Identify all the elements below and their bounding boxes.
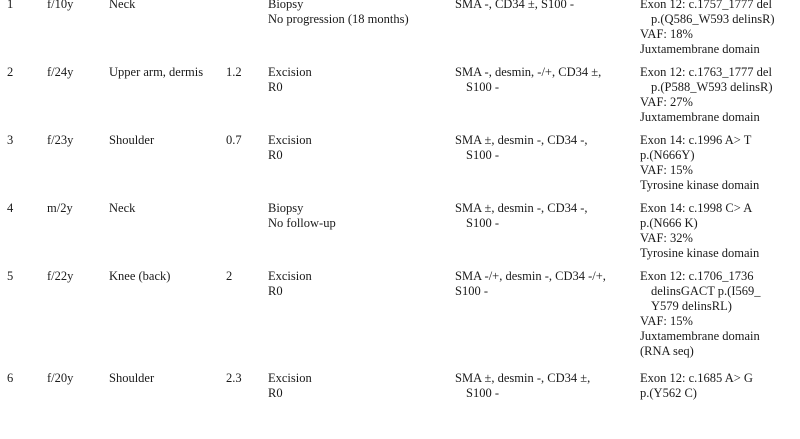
- mutation-line: Exon 12: c.1763_1777 del: [640, 65, 772, 79]
- ihc-line: SMA ±, desmin -, CD34 -,: [455, 133, 588, 147]
- mutation-line: VAF: 18%: [640, 27, 693, 41]
- ihc-line: S100 -: [466, 216, 499, 230]
- mutation-line: Exon 14: c.1996 A> T: [640, 133, 752, 147]
- mutation-line: Juxtamembrane domain: [640, 42, 760, 56]
- mutation-line: Tyrosine kinase domain: [640, 246, 760, 260]
- ihc-line: SMA -/+, desmin -, CD34 -/+,: [455, 269, 606, 283]
- immunohistochemistry: [455, 0, 574, 12]
- mutation-line: Juxtamembrane domain: [640, 110, 760, 124]
- immunohistochemistry: [455, 201, 588, 231]
- ihc-line: SMA ±, desmin -, CD34 ±,: [455, 371, 591, 385]
- mutation-line: p.(Q586_W593 delinsR): [651, 12, 775, 26]
- ihc-line: SMA -, desmin, -/+, CD34 ±,: [455, 65, 602, 79]
- immunohistochemistry: [455, 65, 601, 95]
- treatment-line: No progression (18 months): [268, 12, 409, 26]
- table-row: [0, 201, 800, 269]
- ihc-line: SMA ±, desmin -, CD34 -,: [455, 201, 588, 215]
- table-row: [0, 65, 800, 133]
- case-number: 3: [7, 133, 14, 147]
- sex-age: f/24y: [47, 65, 74, 79]
- case-number: 6: [7, 371, 14, 385]
- treatment-line: Excision: [268, 371, 312, 385]
- treatment-line: R0: [268, 148, 283, 162]
- location: Knee (back): [109, 269, 171, 283]
- location: Neck: [109, 201, 136, 215]
- size: 2.3: [226, 371, 242, 385]
- mutation-line: p.(Y562 C): [640, 386, 697, 400]
- table-row: [0, 269, 800, 371]
- mutation-line: p.(P588_W593 delinsR): [651, 80, 773, 94]
- ihc-line: S100 -: [466, 148, 499, 162]
- treatment-line: R0: [268, 284, 283, 298]
- mutation-line: delinsGACT p.(I569_: [651, 284, 761, 298]
- treatment-line: R0: [268, 386, 283, 400]
- mutation-line: Exon 14: c.1998 C> A: [640, 201, 753, 215]
- treatment-line: Excision: [268, 269, 312, 283]
- mutation-line: (RNA seq): [640, 344, 694, 358]
- immunohistochemistry: [455, 133, 588, 163]
- mutation-line: VAF: 15%: [640, 163, 693, 177]
- ihc-line: S100 -: [455, 284, 488, 298]
- mutation: [640, 133, 759, 193]
- mutation-line: Exon 12: c.1706_1736: [640, 269, 754, 283]
- size: 1.2: [226, 65, 242, 79]
- case-number: 4: [7, 201, 14, 215]
- location: Upper arm, dermis: [109, 65, 204, 79]
- treatment: [268, 201, 336, 231]
- ihc-line: S100 -: [466, 386, 499, 400]
- mutation: [640, 65, 773, 125]
- mutation: [640, 0, 775, 57]
- size: 2: [226, 269, 233, 283]
- treatment: [268, 133, 312, 163]
- mutation-line: Juxtamembrane domain: [640, 329, 760, 343]
- treatment-line: Excision: [268, 133, 312, 147]
- immunohistochemistry: [455, 269, 606, 299]
- treatment-line: Excision: [268, 65, 312, 79]
- location: Shoulder: [109, 371, 155, 385]
- sex-age: m/2y: [47, 201, 73, 215]
- sex-age: f/22y: [47, 269, 74, 283]
- treatment-line: Biopsy: [268, 201, 304, 215]
- mutation-line: Exon 12: c.1757_1777 del: [640, 0, 772, 11]
- ihc-line: S100 -: [466, 80, 499, 94]
- treatment-line: No follow-up: [268, 216, 336, 230]
- case-number: 1: [7, 0, 14, 11]
- table-row: [0, 133, 800, 201]
- size: 0.7: [226, 133, 242, 147]
- table-row: [0, 371, 800, 439]
- mutation-line: Exon 12: c.1685 A> G: [640, 371, 753, 385]
- sex-age: f/23y: [47, 133, 74, 147]
- mutation-line: VAF: 27%: [640, 95, 693, 109]
- mutation-line: Tyrosine kinase domain: [640, 178, 760, 192]
- sex-age: f/20y: [47, 371, 74, 385]
- immunohistochemistry: [455, 371, 590, 401]
- mutation: [640, 201, 759, 261]
- treatment: [268, 269, 312, 299]
- mutation-line: p.(N666 K): [640, 216, 698, 230]
- mutation-line: VAF: 15%: [640, 314, 693, 328]
- treatment: [268, 371, 312, 401]
- case-number: 2: [7, 65, 14, 79]
- location: Neck: [109, 0, 136, 11]
- table-row: [0, 0, 800, 65]
- ihc-line: SMA -, CD34 ±, S100 -: [455, 0, 575, 11]
- treatment: [268, 65, 312, 95]
- case-number: 5: [7, 269, 14, 283]
- mutation-line: p.(N666Y): [640, 148, 695, 162]
- location: Shoulder: [109, 133, 155, 147]
- treatment: [268, 0, 409, 27]
- mutation-line: VAF: 32%: [640, 231, 693, 245]
- sex-age: f/10y: [47, 0, 74, 11]
- mutation: [640, 269, 761, 359]
- mutation: [640, 371, 753, 401]
- mutation-line: Y579 delinsRL): [651, 299, 732, 313]
- treatment-line: R0: [268, 80, 283, 94]
- treatment-line: Biopsy: [268, 0, 304, 11]
